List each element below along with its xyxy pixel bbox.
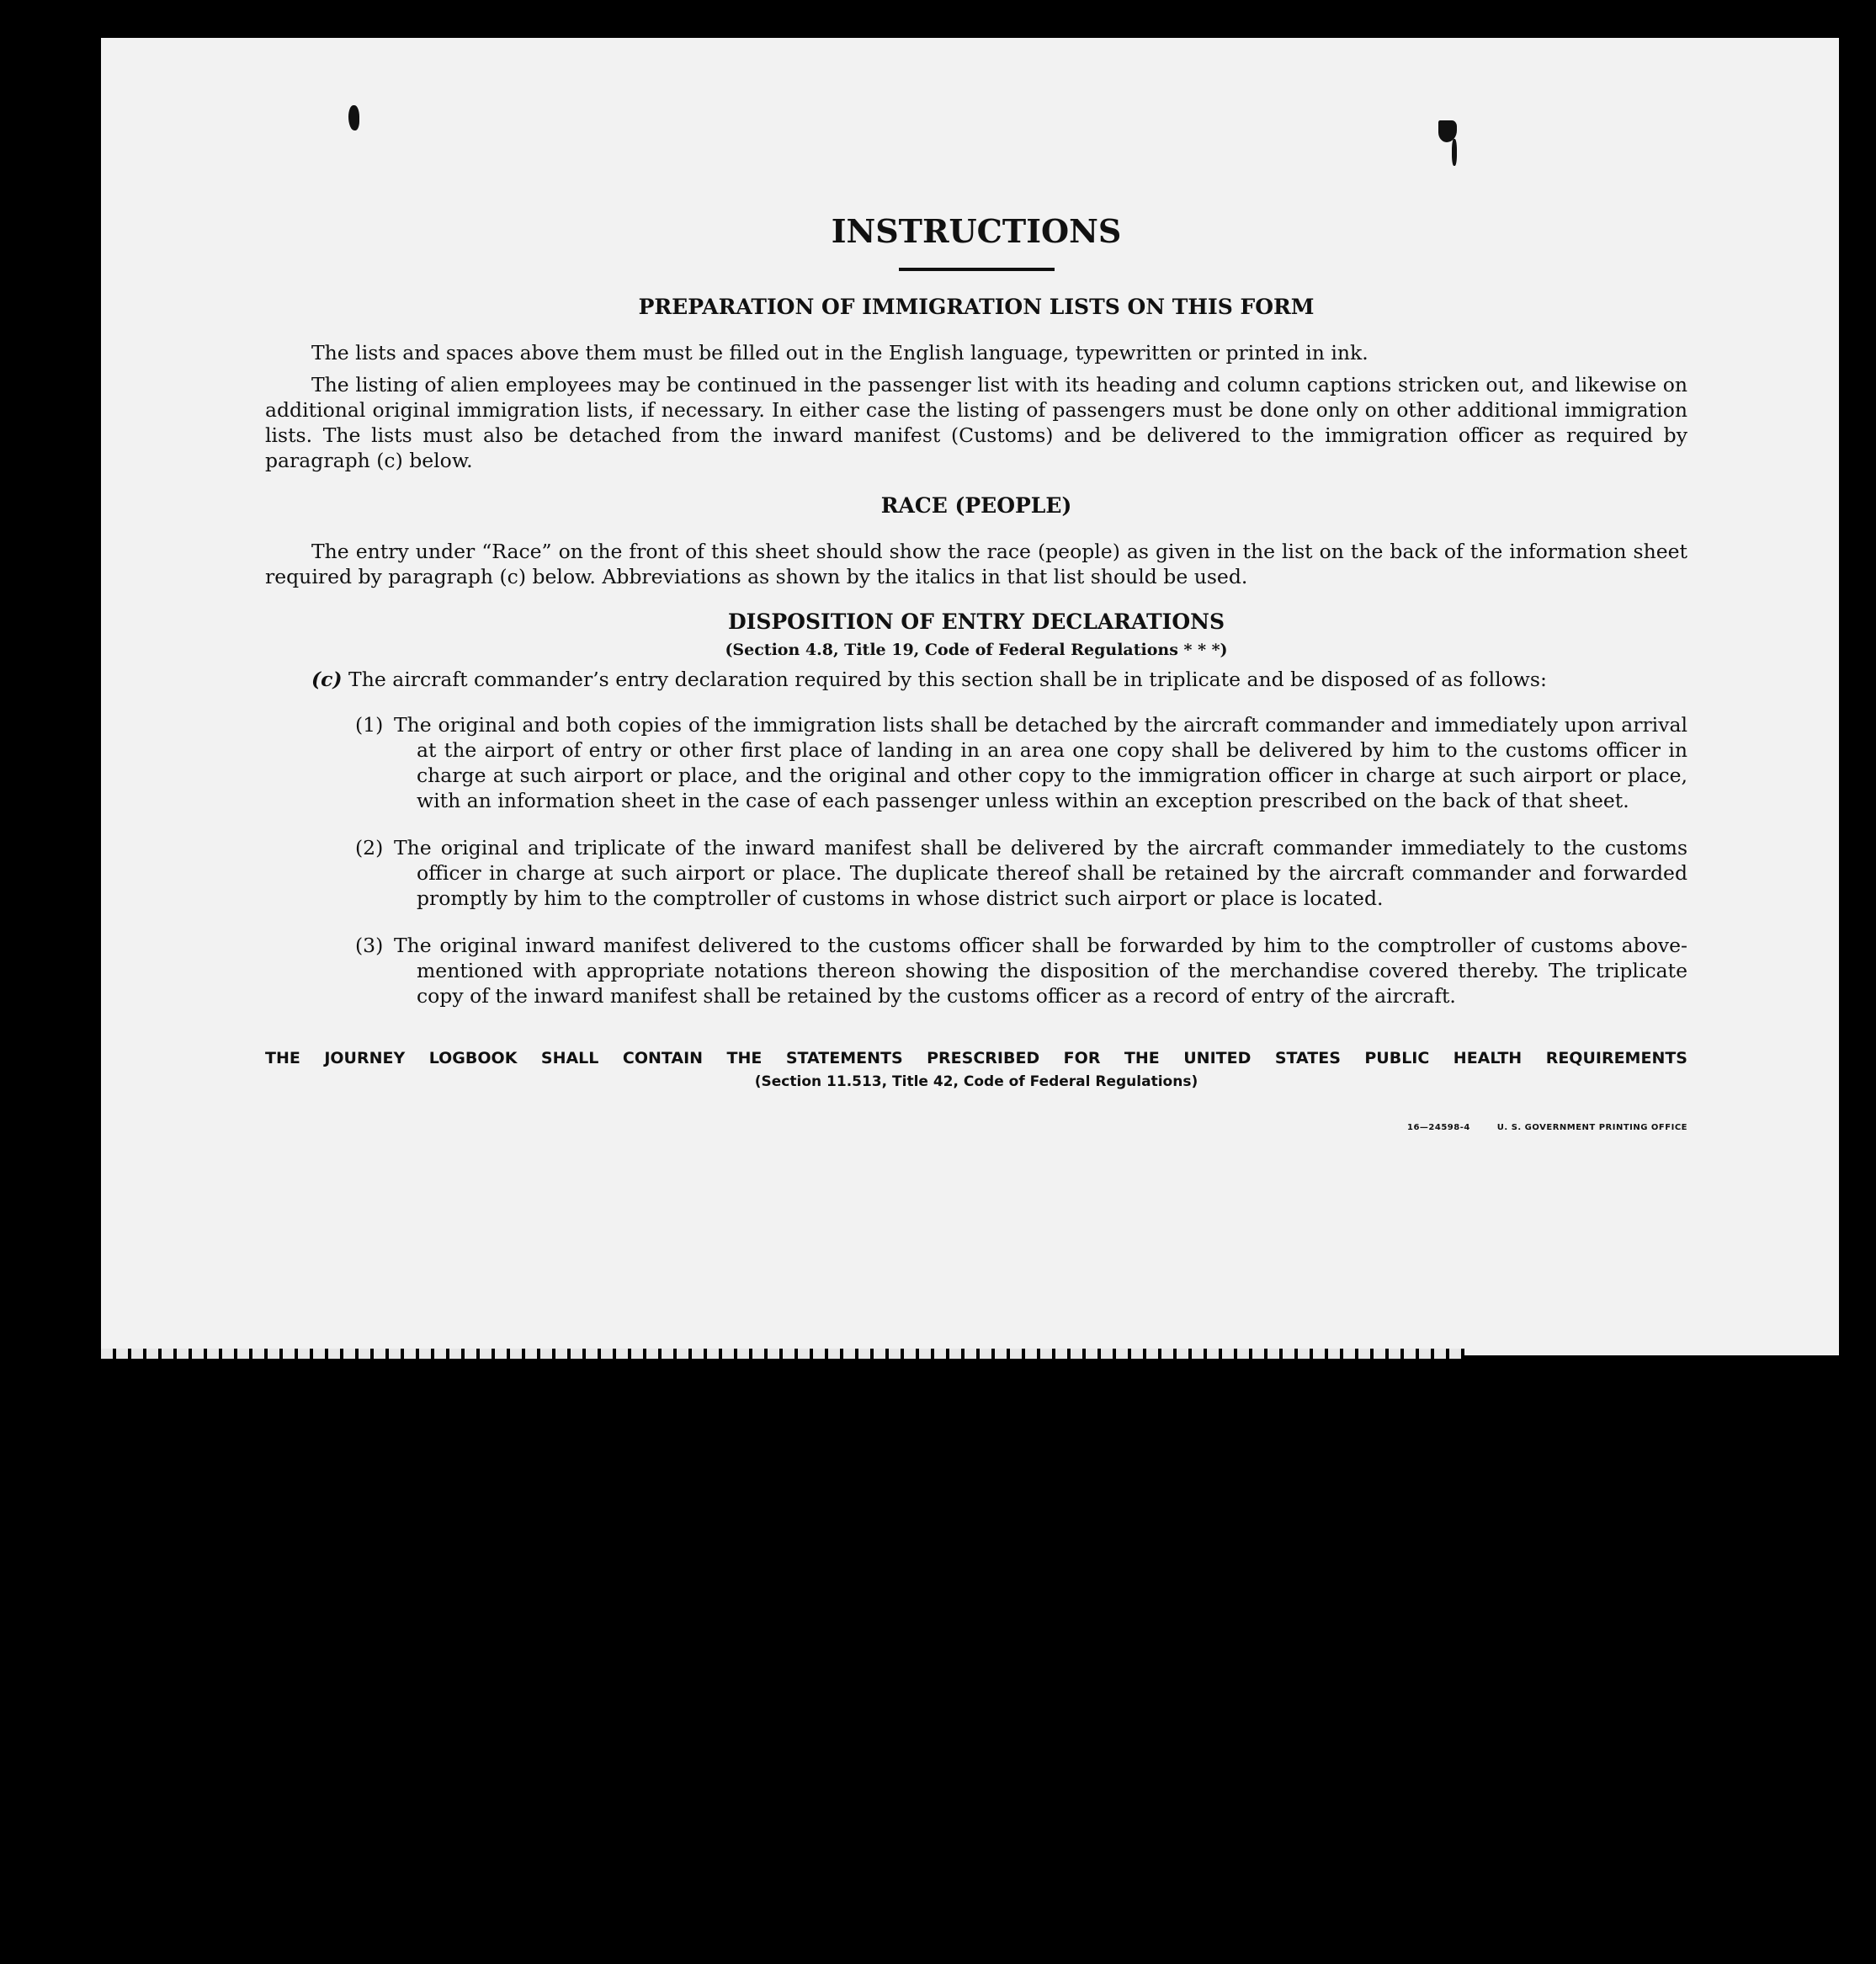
- item-number: (3): [355, 934, 384, 957]
- page-title: INSTRUCTIONS: [831, 212, 1122, 250]
- ink-spot: [1452, 139, 1457, 166]
- heading-disposition: DISPOSITION OF ENTRY DECLARATIONS: [727, 609, 1225, 634]
- title-underline: [899, 268, 1055, 271]
- paragraph-preparation-2: The listing of alien employees may be continued in the passenger list with its heading and column captions stricken out, and likewise on additional original immigration lists, if necessary. In either case the listing of passengers must be done only on other additional immigration lists. The lists must also be detached from the inward manifest (Customs) and be delivered to the immigration officer as required by paragraph (c) below.: [265, 373, 1687, 472]
- item-text: The original and triplicate of the inward manifest shall be delivered by the aircraft commander immediately to the customs officer in charge at such airport or place. The duplicate thereof shall be retained by the aircraft commander and forwarded promptly by him to the comptroller of customs in whose district such airport or place is located.: [394, 836, 1687, 910]
- clause-c: [265, 667, 1687, 692]
- instructions-content: [265, 210, 1687, 1132]
- print-code: 16—24598-4: [1406, 1123, 1470, 1132]
- item-number: (2): [355, 836, 384, 860]
- footer-citation: (Section 11.513, Title 42, Code of Federal Regulations): [754, 1073, 1198, 1090]
- printer-imprint: [1407, 1123, 1687, 1132]
- item-number: (1): [355, 713, 384, 737]
- footer-statement: THE JOURNEY LOGBOOK SHALL CONTAIN THE STATEMENTS PRESCRIBED FOR THE UNITED STATES PUBLIC HEALTH REQUIREMENTS: [265, 1049, 1687, 1067]
- disposition-item-2: [265, 835, 1687, 911]
- clause-label: (c): [311, 668, 343, 691]
- paragraph-preparation-1: The lists and spaces above them must be filled out in the English language, typewritten or printed in ink.: [311, 341, 1368, 365]
- paragraph-race: The entry under “Race” on the front of this sheet should show the race (people) as given in the list on the back of the information sheet required by paragraph (c) below. Abbreviations as shown by the italics in that list should be used.: [265, 540, 1687, 588]
- clause-text: The aircraft commander’s entry declaration required by this section shall be in triplicate and be disposed of as follows:: [348, 668, 1547, 691]
- disposition-item-3: [265, 933, 1687, 1009]
- ink-spot: [348, 105, 359, 130]
- disposition-item-1: [265, 712, 1687, 813]
- item-text: The original inward manifest delivered to the customs officer shall be forwarded by him to the comptroller of customs above-mentioned with appropriate notations thereon showing the disposition of the merchandise covered thereby. The triplicate copy of the inward manifest shall be retained by the customs officer as a record of entry of the aircraft.: [394, 934, 1687, 1008]
- heading-race: RACE (PEOPLE): [880, 493, 1072, 518]
- item-text: The original and both copies of the immigration lists shall be detached by the aircraft commander and immediately upon arrival at the airport of entry or other first place of landing in an area one copy shall be delivered by him to the customs officer in charge at such airport or place, and the original and other copy to the immigration officer in charge at such airport or place, with an information sheet in the case of each passenger unless within an exception prescribed on the back of that sheet.: [394, 713, 1687, 812]
- printer-name: U. S. GOVERNMENT PRINTING OFFICE: [1496, 1123, 1687, 1132]
- citation-disposition: (Section 4.8, Title 19, Code of Federal Regulations * * *): [725, 641, 1228, 659]
- torn-bottom-edge: [101, 1349, 1464, 1359]
- heading-preparation: PREPARATION OF IMMIGRATION LISTS ON THIS FORM: [638, 295, 1315, 319]
